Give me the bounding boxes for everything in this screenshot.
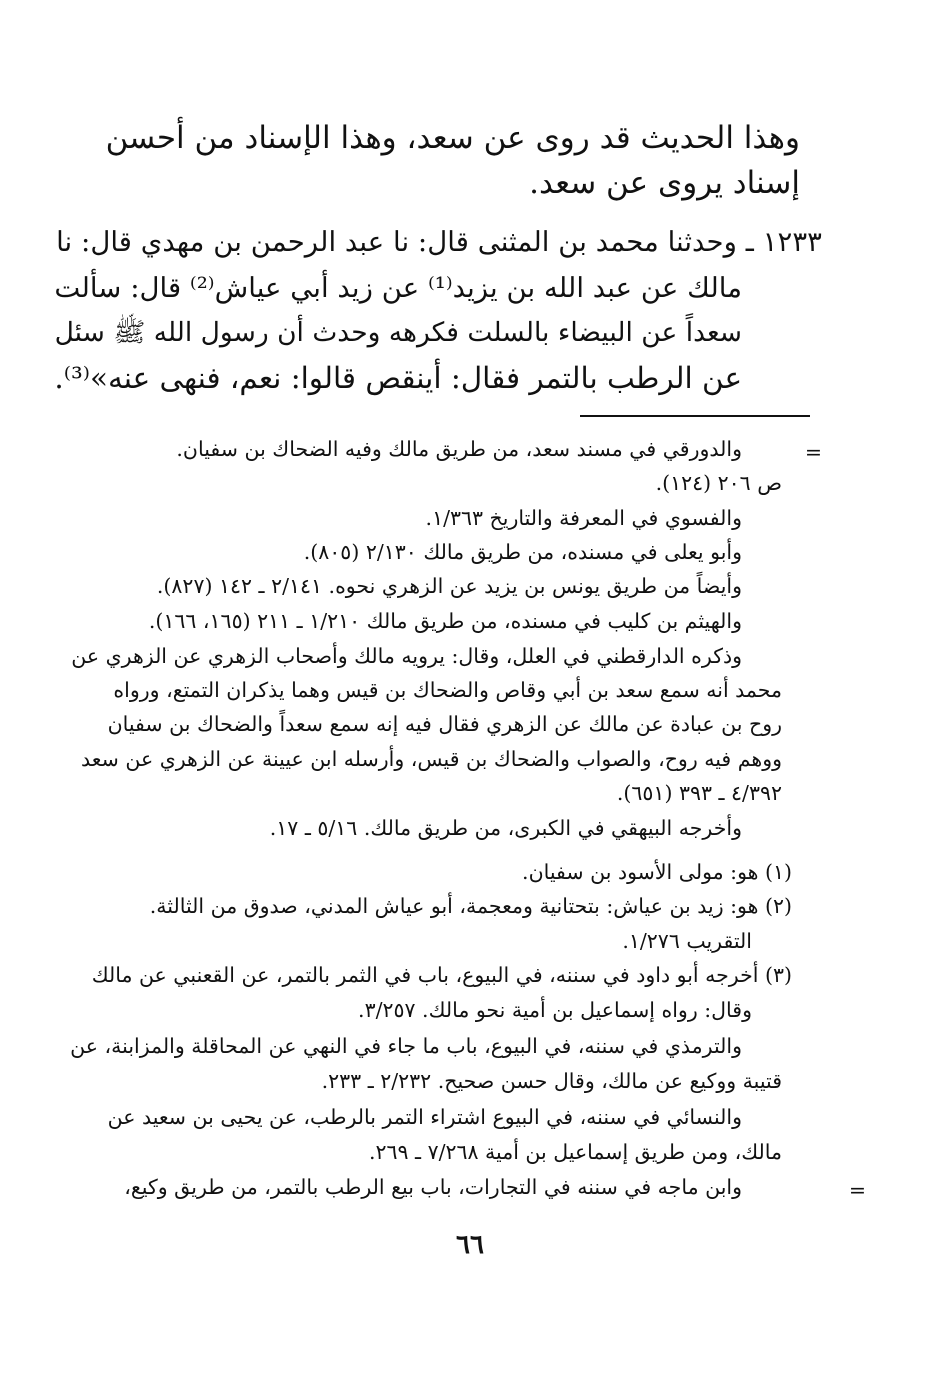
hadith-line-1: ١٢٣٣ ـ وحدثنا محمد بن المثنى قال: نا عبد الرحمن بن مهدي قال: نا xyxy=(56,225,822,258)
footnote-line: ووهم فيه روح، والصواب والضحاك بن قيس، وأرسله ابن عيينة عن الزهري عن سعد xyxy=(81,747,782,771)
footnote-line: والهيثم بن كليب في مسنده، من طريق مالك ١/٢١٠ ـ ٢١١ (١٦٥، ١٦٦). xyxy=(148,609,742,633)
continuation-marker-top: = xyxy=(804,440,822,464)
footnote-line: ص ٢٠٦ (١٢٤). xyxy=(655,471,782,495)
continuation-marker-bottom: = xyxy=(848,1178,866,1202)
footnote-line: والدورقي في مسند سعد، من طريق مالك وفيه الضحاك بن سفيان. xyxy=(176,437,742,461)
hadith-line-3: سعداً عن البيضاء بالسلت فكرهه وحدث أن رسول الله ﷺ سئل xyxy=(54,317,742,348)
footnote-line: ٤/٣٩٢ ـ ٣٩٣ (٦٥١). xyxy=(616,781,782,805)
main-text-line-1: وهذا الحديث قد روى عن سعد، وهذا الإسناد من أحسن xyxy=(105,120,800,156)
footnote-line: والفسوي في المعرفة والتاريخ ١/٣٦٣. xyxy=(425,506,742,530)
footnote-line: وأبو يعلى في مسنده، من طريق مالك ٢/١٣٠ (٨٠٥). xyxy=(303,540,742,564)
footnote-line: والترمذي في سننه، في البيوع، باب ما جاء في النهي عن المحاقلة والمزابنة، عن xyxy=(70,1034,742,1058)
footnote-line: وابن ماجه في سننه في التجارات، باب بيع الرطب بالتمر، من طريق وكيع، xyxy=(124,1175,742,1199)
footnote-line: والنسائي في سننه، في البيوع اشتراء التمر بالرطب، عن يحيى بن سعيد عن xyxy=(107,1105,742,1129)
footnote-line: قتيبة ووكيع عن مالك، وقال حسن صحيح. ٢/٢٣٢ ـ ٢٣٣. xyxy=(321,1069,782,1093)
footnote-line: وأخرجه البيهقي في الكبرى، من طريق مالك. ٥/١٦ ـ ١٧. xyxy=(269,816,742,840)
footnote-line: وأيضاً من طريق يونس بن يزيد عن الزهري نحوه. ٢/١٤١ ـ ١٤٢ (٨٢٧). xyxy=(156,574,742,598)
footnote-line: التقريب ١/٢٧٦. xyxy=(622,929,752,953)
footnote-line: وذكره الدارقطني في العلل، وقال: يرويه مالك وأصحاب الزهري عن الزهري عن xyxy=(71,644,742,668)
footnote-line: وقال: رواه إسماعيل بن أمية نحو مالك. ٣/٢٥٧. xyxy=(358,998,752,1022)
hadith-line-2: مالك عن عبد الله بن يزيد⁽¹⁾ عن زيد أبي عياش⁽²⁾ قال: سألت xyxy=(54,271,742,304)
footnote-line: محمد أنه سمع سعد بن أبي وقاص والضحاك بن قيس وهما يذكران التمتع، ورواه xyxy=(113,678,782,702)
footnote-1: (١) هو: مولى الأسود بن سفيان. xyxy=(522,860,792,884)
footnote-line: روح بن عبادة عن مالك عن الزهري فقال فيه إنه سمع سعداً والضحاك بن سفيان xyxy=(107,712,782,736)
footnote-line: مالك، ومن طريق إسماعيل بن أمية ٧/٢٦٨ ـ ٢٦٩. xyxy=(368,1140,782,1164)
main-text-line-2: إسناد يروى عن سعد. xyxy=(529,165,800,201)
footnote-3: (٣) أخرجه أبو داود في سننه، في البيوع، باب في الثمر بالتمر، عن القعنبي عن مالك xyxy=(91,963,792,987)
hadith-line-4: عن الرطب بالتمر فقال: أينقص قالوا: نعم، فنهى عنه»⁽³⁾. xyxy=(54,361,742,395)
footnote-2: (٢) هو: زيد بن عياش: بتحتانية ومعجمة، أبو عياش المدني، صدوق من الثالثة. xyxy=(149,894,792,918)
page-number: ٦٦ xyxy=(456,1230,484,1260)
footnote-separator xyxy=(580,415,810,417)
